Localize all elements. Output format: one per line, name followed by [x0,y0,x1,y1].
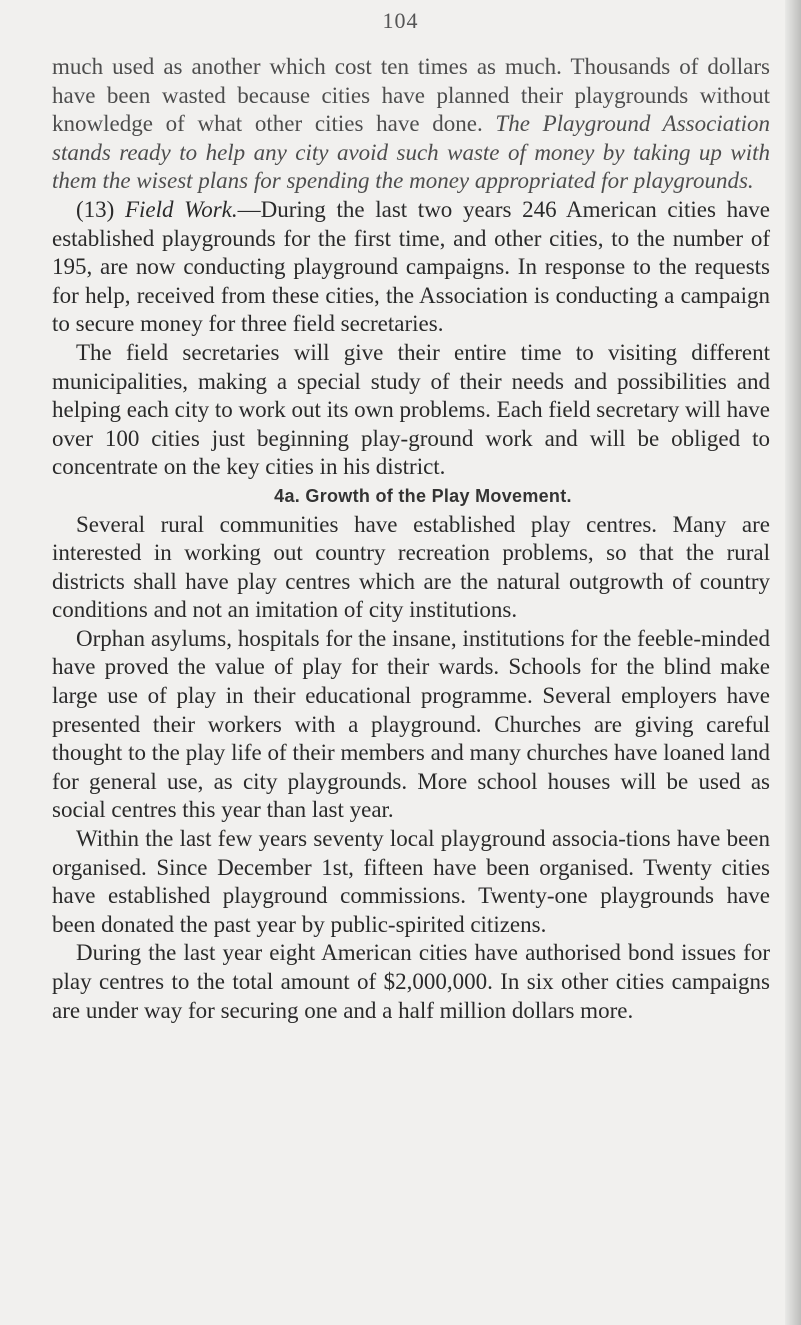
paragraph-institutions: Orphan asylums, hospitals for the insane, institutions for the feeble-minded have proved the value of play for their wards. Schools for the blind make large use of play in their educational programme. Several employers have presented their workers with a playground. Churches are giving careful thought to the play life of their members and many churches have loaned land for general use, as city playgrounds. More school houses will be used as social centres this year than last year. [52,625,770,823]
page-edge-shadow [785,0,801,1325]
paragraph-associations: Within the last few years seventy local playground associa-tions have been organised. Since December 1st, fifteen have been organised. Twenty cities have established playground commissions. Twenty-one playgrounds have been donated the past year by public-spirited citizens. [52,826,770,937]
section-heading: 4a. Growth of the Play Movement. [274,485,572,506]
paragraph-text: much used as another which cost ten times as much. Thousands of dollars have been wasted because cities have planned their playgrounds without knowledge of what other cities have done. [52,54,770,137]
paragraph-field-work [52,196,770,339]
paragraph-rural-communities: Several rural communities have established play centres. Many are interested in working out country recreation problems, so that the rural districts shall have play centres which are the natural outgrowth of country conditions and not an imitation of city institutions. [52,511,770,623]
paragraph-field-secretaries: The field secretaries will give their entire time to visiting different municipalities, making a special study of their needs and possibilities and helping each city to work out its own problems. Each field secretary will have over 100 cities just beginning play-ground work and will be obliged to concentrate on the key cities in his district. [52,339,770,480]
section-title: Field Work. [124,196,238,222]
page-number: 104 [382,8,419,33]
italic-statement: The Playground Association stands ready to help any city avoid such waste of money by taking up with them the wisest plans for spending the money appropriated for playgrounds. [52,111,770,194]
body-text [52,53,770,1025]
paragraph-text: —During the last two years 246 American cities have established playgrounds for the first time, and other cities, to the number of 195, are now conducting playground campaigns. In response to the requests for help, received from these cities, the Association is conducting a campaign to secure money for three field secretaries. [52,196,770,337]
paragraph-playground-waste [52,53,770,196]
paragraph-bond-issues: During the last year eight American cities have authorised bond issues for play centres to the total amount of $2,000,000. In six other cities campaigns are under way for securing one and a half million dollars more. [52,940,770,1023]
section-number: (13) [76,196,125,222]
